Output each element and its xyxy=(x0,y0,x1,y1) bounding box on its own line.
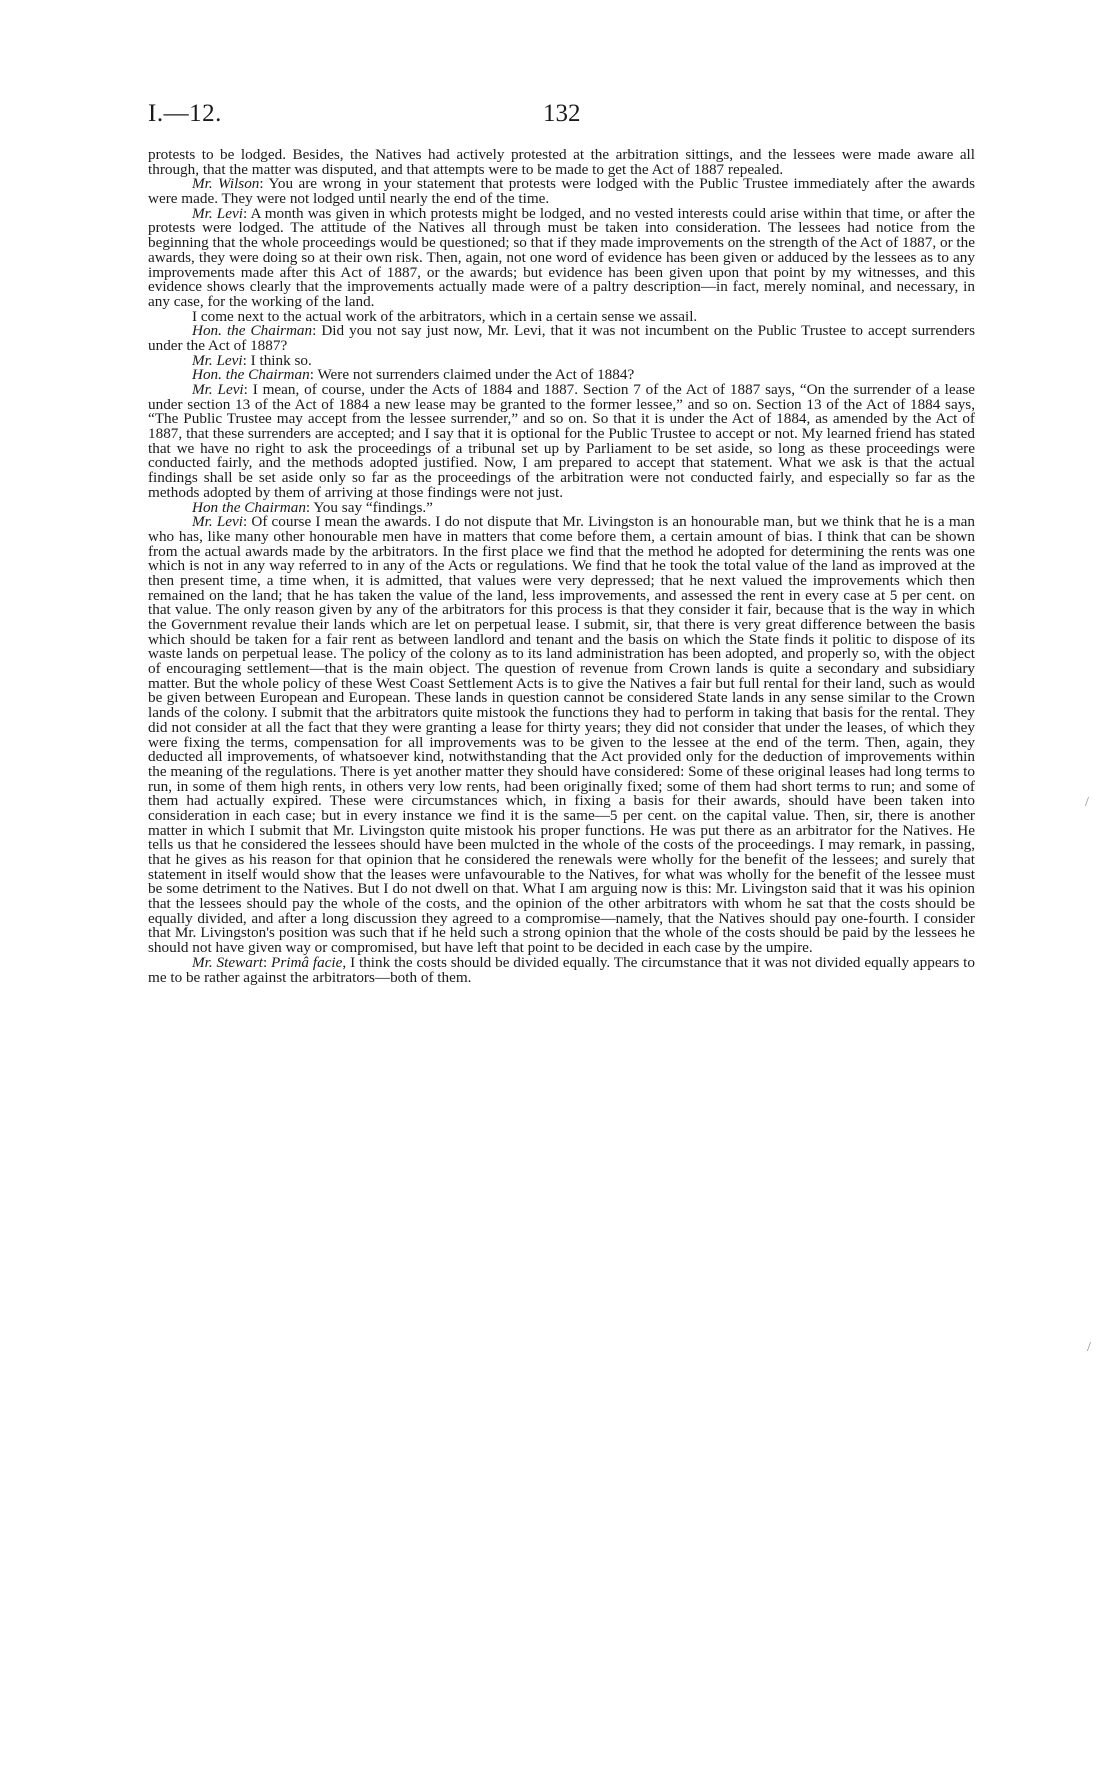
speaker-name: Mr. Wilson xyxy=(192,175,260,193)
speaker-name: Hon the Chairman xyxy=(192,498,306,516)
speaker-name: Hon. the Chairman xyxy=(192,366,310,384)
page-number: 132 xyxy=(543,100,581,127)
paragraph xyxy=(148,204,976,310)
paragraph xyxy=(148,148,975,177)
paragraph-text: I think the costs should be divided equally. The circumstance that it was not divided equally appears to me to be rather against the arbitrators—both of them. xyxy=(148,953,975,986)
paragraph-text: : Of course I mean the awards. I do not dispute that Mr. Livingston is an honourable man, but we think that he is a man who has, like many other honourable men have in matters that come before them, a certain amount of bias. I think that can be shown from the actual awards made by the arbitrators. In the first place we find that the method he adopted for determining the rents was one which is not in any way referred to in any of the Acts or regulations. We find that he took the total value of the land as improved at the then present time, a time when, it is admitted, that values were very depressed; that he next valued the improvements which then remained on the land; that he has taken the value of the land, less improvements, and assessed the rent in every case at 5 per cent. on that value. The only reason given by any of the arbitrators for this process is that they consider it fair, because that is the way in which the Government revalue their lands which are let on perpetual lease. I submit, sir, that there is very great difference between the basis which should be taken for a fair rent as between landlord and tenant and the basis on which the State finds it politic to dispose of its waste lands on perpetual lease. The policy of the colony as to its land administration has been adopted, and properly so, with the object of encouraging settlement—that is the main object. The question of revenue from Crown lands is quite a secondary and subsidiary matter. But the whole policy of these West Coast Settlement Acts is to give the Natives a fair but full rental for their land, such as would be given between European and European. These lands in question cannot be considered State lands in any sense similar to the Crown lands of the colony. I submit that the arbitrators quite mistook the functions they had to perform in taking that basis for the rental. They did not consider at all the fact that they were granting a lease for thirty years; they did not consider that under the leases, of which they were fixing the terms, compensation for all improvements was to be given to the lessee at the end of the term. Then, again, they deducted all improvements, of whatsoever kind, notwithstanding that the Act provided only for the deduction of improvements within the meaning of the regulations. There is yet another matter they should have considered: Some of these original leases had long terms to run, in some of them high rents, in others very low rents, had been originally fixed; some of them had short terms to run; and some of them had actually expired. These were circumstances which, in fixing a basis for their awards, should have been taken into consideration in each case; but in every instance we find it is the same—5 per cent. on the capital value. Then, sir, there is another matter in which I submit that Mr. Livingston quite mistook his proper functions. He was put there as an arbitrator for the Natives. He tells us that he considered the lessees should have been mulcted in the whole of the costs of the proceedings. I may remark, in passing, that he gives as his reason for that opinion that he considered the renewals were wholly for the benefit of the lessees; and surely that statement in itself would show that the leases were unfavourable to the Natives, for what was wholly for the benefit of the lessee must be some detriment to the Natives. But I do not dwell on that. What I am arguing now is this: Mr. Livingston said that it was his opinion that the lessees should pay the whole of the costs, and the opinion of the other arbitrators with whom he sat that the costs should be equally divided, and after a long discussion they agreed to a compromise—namely, that the Natives should pay one-fourth. I consider that Mr. Livingston's position was such that if he held such a strong opinion that the whole of the costs should be paid by the lessees he should not have given way or compromised, but have left that point to be decided in each case by the umpire. xyxy=(148,513,975,957)
paragraph-text: : You are wrong in your statement that protests were lodged with the Public Trustee immediately after the awards were made. They were not lodged until nearly the end of the time. xyxy=(148,175,975,208)
speaker-name: Mr. Levi xyxy=(192,381,244,398)
paragraph-text: protests to be lodged. Besides, the Natives had actively protested at the arbitration sittings, and the lessees were made aware all through, that the matter was disputed, and that attempts were to be made to get the Act of 1887 repealed. xyxy=(148,146,975,178)
paragraph-text: : Were not surrenders claimed under the Act of 1884? xyxy=(309,366,635,384)
margin-mark: / xyxy=(1085,795,1089,810)
page-header xyxy=(148,100,975,134)
speaker-name: Mr. Levi xyxy=(192,204,243,222)
italic-phrase: Primâ facie, xyxy=(271,953,347,971)
paragraph xyxy=(148,324,975,353)
paragraph-text: : xyxy=(262,953,272,971)
paragraph-text: : You say “findings.” xyxy=(305,498,433,516)
speaker-name: Mr. Levi xyxy=(192,513,243,531)
paragraph-text: : Did you not say just now, Mr. Levi, that it was not incumbent on the Public Trustee to accept surrenders under the Act of 1887? xyxy=(148,322,975,354)
speaker-name: Mr. Levi xyxy=(192,351,243,369)
paragraph xyxy=(148,383,975,501)
body-text xyxy=(148,148,975,985)
speaker-name: Hon. the Chairman xyxy=(192,322,313,340)
paragraph-text: : A month was given in which protests might be lodged, and no vested interests could arise within that time, or after the protests were lodged. The attitude of the Natives all through must be taken into consideration. The lessees had notice from the beginning that the whole proceedings would be questioned; so that if they made improvements on the strength of the Act of 1887, or the awards, they were doing so at their own risk. Then, again, not one word of evidence has been given or adduced by the lessees as to any improvements made after this Act of 1887, or the awards; but evidence has been given upon that point by my witnesses, and this evidence shows clearly that the improvements actually made were of a paltry description—in fact, merely nominal, and necessary, in any case, for the working of the land. xyxy=(148,204,976,310)
paragraph xyxy=(148,953,975,986)
document-reference: I.—12. xyxy=(148,100,222,127)
margin-mark: / xyxy=(1087,1340,1091,1355)
paragraph xyxy=(148,515,975,956)
paragraph-text: : I think so. xyxy=(242,351,312,369)
paragraph-text: I come next to the actual work of the arbitrators, which in a certain sense we assail. xyxy=(192,307,698,325)
paragraph xyxy=(148,177,975,206)
paragraph-text: : I mean, of course, under the Acts of 1884 and 1887. Section 7 of the Act of 1887 says, “On the surrender of a lease under section 13 of the Act of 1884 a new lease may be granted to the former lessee,” and so on. Section 13 of the Act of 1884 says, “The Public Trustee may accept from the lessee surrender,” and so on. So that it is under the Act of 1884, as amended by the Act of 1887, that these surrenders are accepted; and I say that it is optional for the Public Trustee to accept or not. My learned friend has stated that we have no right to ask the proceedings of a tribunal set up by Parliament to be set aside, so long as these proceedings were conducted fairly, and the methods adopted justified. Now, I am prepared to accept that statement. What we ask is that the actual findings shall be set aside only so far as the proceedings of the arbitration were not conducted fairly, and especially so far as the methods adopted by them of arriving at those findings were not just. xyxy=(148,381,975,501)
speaker-name: Mr. Stewart xyxy=(192,953,263,971)
